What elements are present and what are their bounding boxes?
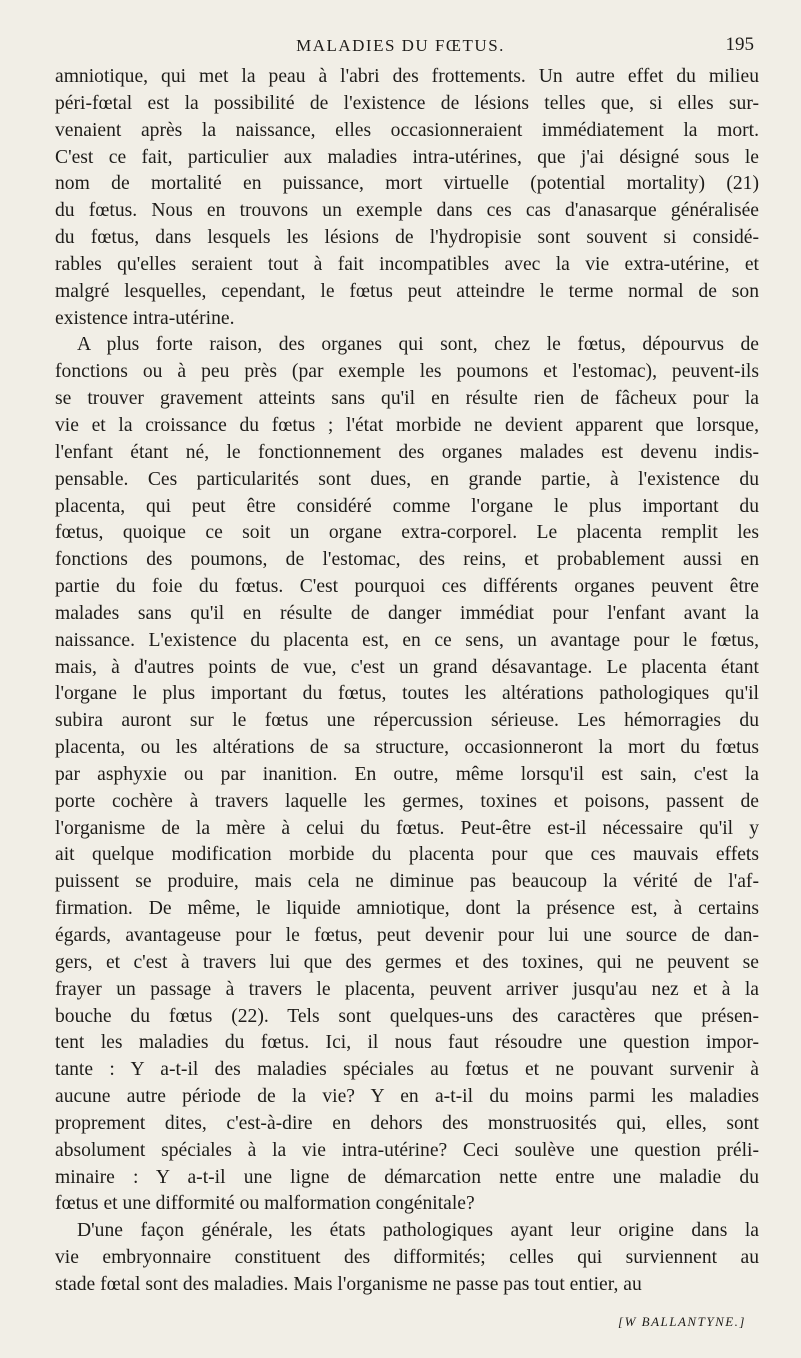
text-line: du fœtus, dans lesquels les lésions de l'hydropisie sont souvent si considé- <box>55 227 759 249</box>
text-line: fonctions ou à peu près (par exemple les poumons et l'estomac), peuvent-ils <box>55 361 759 383</box>
text-line: venaient après la naissance, elles occasionneraient immédiatement la mort. <box>55 119 759 141</box>
text-line: nom de mortalité en puissance, mort virtuelle (potential mortality) (21) <box>55 173 759 195</box>
text-line: fœtus, quoique ce soit un organe extra-corporel. Le placenta remplit les <box>55 522 759 544</box>
text-line: A plus forte raison, des organes qui sont, chez le fœtus, dépourvus de <box>77 334 759 356</box>
footer-signature: [W BALLANTYNE.] <box>618 1314 746 1329</box>
text-line: fonctions des poumons, de l'estomac, des reins, et probablement aussi en <box>55 549 759 571</box>
text-line: minaire : Y a-t-il une ligne de démarcation nette entre une maladie du <box>55 1166 759 1188</box>
text-line: placenta, ou les altérations de sa structure, occasionneront la mort du fœtus <box>55 737 759 759</box>
running-title: MALADIES DU FŒTUS. <box>296 36 505 55</box>
text-line: partie du foie du fœtus. C'est pourquoi ces différents organes peuvent être <box>55 576 759 598</box>
page-number: 195 <box>725 34 754 55</box>
text-line: se trouver gravement atteints sans qu'il en résulte rien de fâcheux pour la <box>55 388 759 410</box>
text-line: rables qu'elles seraient tout à fait incompatibles avec la vie extra-utérine, et <box>55 253 759 275</box>
text-line: du fœtus. Nous en trouvons un exemple dans ces cas d'anasarque généralisée <box>55 200 759 222</box>
text-line: l'organisme de la mère à celui du fœtus. Peut-être est-il nécessaire qu'il y <box>55 817 759 839</box>
text-line: subira auront sur le fœtus une répercussion sérieuse. Les hémorragies du <box>55 710 759 732</box>
text-line: absolument spéciales à la vie intra-utérine? Ceci soulève une question préli- <box>55 1139 759 1161</box>
text-line: bouche du fœtus (22). Tels sont quelques-uns des caractères que présen- <box>55 1005 759 1027</box>
text-line: fœtus et une difformité ou malformation congénitale? <box>55 1193 475 1215</box>
body-text <box>55 64 759 1299</box>
text-line: égards, avantageuse pour le fœtus, peut devenir pour lui une source de dan- <box>55 925 759 946</box>
page-header <box>0 32 801 62</box>
text-line: l'organe le plus important du fœtus, toutes les altérations pathologiques qu'il <box>55 683 759 705</box>
text-line: placenta, qui peut être considéré comme l'organe le plus important du <box>55 495 759 517</box>
text-line: vie embryonnaire constituent des difformités; celles qui surviennent au <box>55 1247 759 1269</box>
text-line: malgré lesquelles, cependant, le fœtus peut atteindre le terme normal de son <box>55 280 759 302</box>
text-line: ait quelque modification morbide du placenta pour que ces mauvais effets <box>55 844 759 866</box>
text-line: aucune autre période de la vie? Y en a-t-il du moins parmi les maladies <box>55 1086 759 1108</box>
text-line: l'enfant étant né, le fonctionnement des organes malades est devenu indis- <box>55 441 759 463</box>
text-line: tent les maladies du fœtus. Ici, il nous faut résoudre une question impor- <box>55 1032 759 1054</box>
text-line: pensable. Ces particularités sont dues, en grande partie, à l'existence du <box>55 468 759 490</box>
text-line: stade fœtal sont des maladies. Mais l'organisme ne passe pas tout entier, au <box>55 1273 642 1295</box>
text-line: gers, et c'est à travers lui que des germes et des toxines, qui ne peuvent se <box>55 951 759 973</box>
text-line: porte cochère à travers laquelle les germes, toxines et poisons, passent de <box>55 790 759 812</box>
text-line: naissance. L'existence du placenta est, en ce sens, un avantage pour le fœtus, <box>55 629 759 651</box>
text-line: proprement dites, c'est-à-dire en dehors des monstruosités qui, elles, sont <box>55 1112 759 1134</box>
text-line: mais, à d'autres points de vue, c'est un grand désavantage. Le placenta étant <box>55 656 759 678</box>
text-line: D'une façon générale, les états pathologiques ayant leur origine dans la <box>77 1220 759 1242</box>
text-line: puissent se produire, mais cela ne diminue pas beaucoup la vérité de l'af- <box>55 871 759 893</box>
text-line: vie et la croissance du fœtus ; l'état morbide ne devient apparent que lorsque, <box>55 414 759 436</box>
text-line: C'est ce fait, particulier aux maladies intra-utérines, que j'ai désigné sous le <box>55 146 759 168</box>
text-line: frayer un passage à travers le placenta, peuvent arriver jusqu'au nez et à la <box>55 978 759 1000</box>
text-line: tante : Y a-t-il des maladies spéciales au fœtus et ne pouvant survenir à <box>55 1059 759 1081</box>
text-line: firmation. De même, le liquide amniotique, dont la présence est, à certains <box>55 898 759 920</box>
text-line: malades sans qu'il en résulte de danger immédiat pour l'enfant avant la <box>55 602 759 624</box>
text-line: existence intra-utérine. <box>55 307 235 329</box>
text-line: péri-fœtal est la possibilité de l'existence de lésions telles que, si elles sur- <box>55 92 759 114</box>
text-line: par asphyxie ou par inanition. En outre, même lorsqu'il est sain, c'est la <box>55 763 759 785</box>
text-line: amniotique, qui met la peau à l'abri des frottements. Un autre effet du milieu <box>55 66 759 87</box>
